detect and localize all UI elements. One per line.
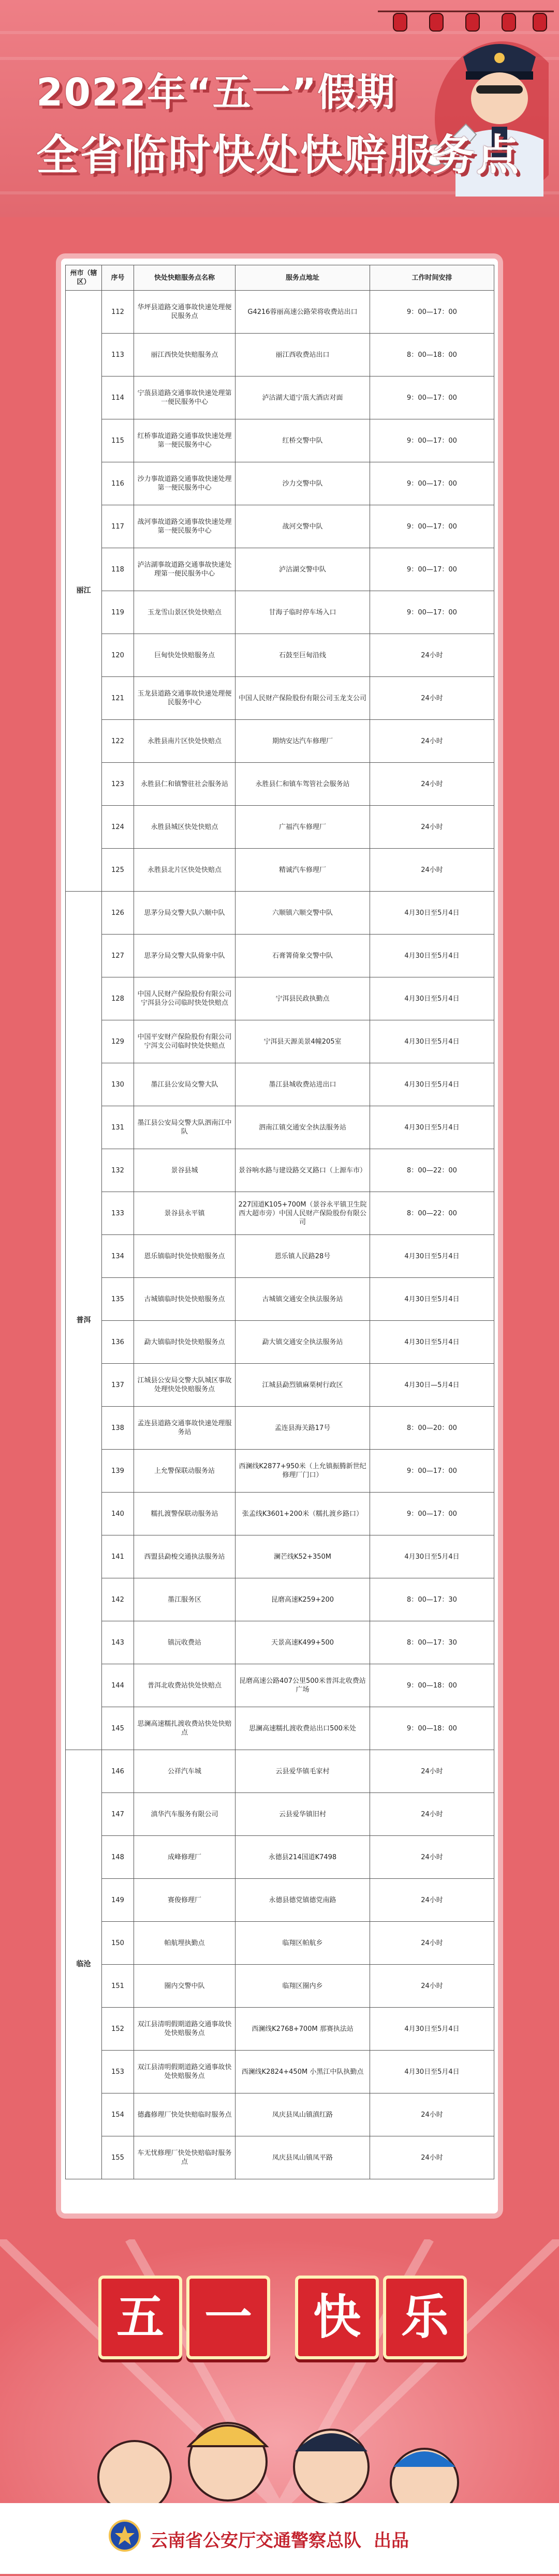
address-cell: 泸沽湖交警中队: [236, 548, 370, 591]
table-row: [66, 1493, 494, 1535]
address-cell: 恩乐镇人民路28号: [236, 1235, 370, 1278]
name-cell: 滇华汽车服务有限公司: [134, 1793, 236, 1836]
name-cell: 永胜县南片区快处快赔点: [134, 720, 236, 763]
table-row: [66, 1235, 494, 1278]
address-cell: 六顺镇六顺交警中队: [236, 892, 370, 935]
hours-cell: 4月30日至5月4日: [370, 1535, 494, 1578]
table-row: [66, 1321, 494, 1364]
table-row: [66, 1106, 494, 1149]
address-cell: 期纳安达汽车修理厂: [236, 720, 370, 763]
index-cell: 130: [102, 1063, 134, 1106]
credit-line: [150, 2526, 409, 2552]
table-row: [66, 1450, 494, 1493]
table-row: [66, 1879, 494, 1922]
address-cell: 江城县勐烈镇麻栗树行政区: [236, 1364, 370, 1407]
table-row: [66, 1836, 494, 1879]
hours-cell: 4月30日至5月4日: [370, 1278, 494, 1321]
table-row: [66, 1278, 494, 1321]
name-cell: 战河事故道路交通事故快速处理第一便民服务中心: [134, 505, 236, 548]
hours-cell: 4月30日至5月4日: [370, 1020, 494, 1063]
index-cell: 126: [102, 892, 134, 935]
name-cell: 公祥汽车城: [134, 1750, 236, 1793]
hours-cell: 24小时: [370, 849, 494, 892]
index-cell: 125: [102, 849, 134, 892]
index-cell: 112: [102, 291, 134, 334]
name-cell: 泸沽湖事故道路交通事故快速处理第一便民服务中心: [134, 548, 236, 591]
column-header-name: 快处快赔服务点名称: [134, 265, 236, 291]
hours-cell: 24小时: [370, 1793, 494, 1836]
address-cell: 227国道K105+700M（景谷永平镇卫生院西大超市旁）中国人民财产保险股份有限公司: [236, 1192, 370, 1235]
name-cell: 江城县公安局交警大队城区事故处理快处快赔服务点: [134, 1364, 236, 1407]
address-cell: 西澜线K2768+700M 那赛执法站: [236, 2008, 370, 2051]
address-cell: 昆磨高速K259+200: [236, 1578, 370, 1621]
table-row: [66, 2136, 494, 2179]
index-cell: 118: [102, 548, 134, 591]
hours-cell: 4月30日至5月4日: [370, 1235, 494, 1278]
index-cell: 151: [102, 1965, 134, 2008]
hours-cell: 24小时: [370, 1965, 494, 2008]
index-cell: 154: [102, 2093, 134, 2136]
table-row: [66, 1793, 494, 1836]
name-cell: 宁蒗县道路交通事故快速处理第一便民服务中心: [134, 376, 236, 419]
index-cell: 149: [102, 1879, 134, 1922]
hours-cell: 24小时: [370, 1750, 494, 1793]
hours-cell: 4月30日至5月4日: [370, 977, 494, 1020]
index-cell: 133: [102, 1192, 134, 1235]
address-cell: 宁洱县民政执勤点: [236, 977, 370, 1020]
index-cell: 132: [102, 1149, 134, 1192]
table-row: [66, 763, 494, 806]
table-row: [66, 505, 494, 548]
name-cell: 赛俊修理厂: [134, 1879, 236, 1922]
index-cell: 142: [102, 1578, 134, 1621]
name-cell: 德鑫修理厂快处快赔临时服务点: [134, 2093, 236, 2136]
index-cell: 136: [102, 1321, 134, 1364]
hours-cell: 24小时: [370, 634, 494, 677]
index-cell: 119: [102, 591, 134, 634]
index-cell: 120: [102, 634, 134, 677]
address-cell: 泸沽湖大道宁蒗大酒店对面: [236, 376, 370, 419]
index-cell: 124: [102, 806, 134, 849]
name-cell: 红桥事故道路交通事故快速处理第一便民服务中心: [134, 419, 236, 462]
table-row: [66, 376, 494, 419]
table-row: [66, 977, 494, 1020]
table-row: [66, 548, 494, 591]
hours-cell: 9：00—17：00: [370, 376, 494, 419]
table-body: [66, 291, 494, 2179]
hours-cell: 24小时: [370, 720, 494, 763]
table-row: [66, 591, 494, 634]
table-row: [66, 892, 494, 935]
index-cell: 147: [102, 1793, 134, 1836]
city-cell: 临沧: [66, 1750, 102, 2179]
index-cell: 127: [102, 935, 134, 977]
index-cell: 131: [102, 1106, 134, 1149]
hours-cell: 9：00—17：00: [370, 291, 494, 334]
table-row: [66, 1664, 494, 1707]
name-cell: 上允警保联动服务站: [134, 1450, 236, 1493]
name-cell: 车无忧修理厂快处快赔临时服务点: [134, 2136, 236, 2179]
credit-org: 云南省公安厅交通警察总队: [150, 2530, 361, 2551]
column-header-index: 序号: [102, 265, 134, 291]
index-cell: 148: [102, 1836, 134, 1879]
address-cell: 石膏箐倚象交警中队: [236, 935, 370, 977]
index-cell: 152: [102, 2008, 134, 2051]
table-row: [66, 1750, 494, 1793]
address-cell: 中国人民财产保险股份有限公司玉龙支公司: [236, 677, 370, 720]
hours-cell: 24小时: [370, 1836, 494, 1879]
address-cell: 墨江县城收费站进出口: [236, 1063, 370, 1106]
hours-cell: 9：00—17：00: [370, 548, 494, 591]
address-cell: 澜芒线K52+350M: [236, 1535, 370, 1578]
title-line-1: 2022年“五一”假期: [36, 70, 396, 115]
hours-cell: 24小时: [370, 1922, 494, 1965]
hours-cell: 4月30日—5月4日: [370, 1364, 494, 1407]
address-cell: 勐大镇交通安全执法服务站: [236, 1321, 370, 1364]
hours-cell: 4月30日至5月4日: [370, 935, 494, 977]
table-row: [66, 2008, 494, 2051]
table-row: [66, 806, 494, 849]
index-cell: 117: [102, 505, 134, 548]
name-cell: 圈内交警中队: [134, 1965, 236, 2008]
index-cell: 141: [102, 1535, 134, 1578]
hours-cell: 24小时: [370, 763, 494, 806]
index-cell: 135: [102, 1278, 134, 1321]
address-cell: 临翔区帕航乡: [236, 1922, 370, 1965]
address-cell: 永胜县仁和镇车驾管社会服务站: [236, 763, 370, 806]
table-row: [66, 1922, 494, 1965]
name-cell: 思澜高速糯扎渡收费站快处快赔点: [134, 1707, 236, 1750]
address-cell: 永德县214国道K7498: [236, 1836, 370, 1879]
address-cell: 精诚汽车修理厂: [236, 849, 370, 892]
hours-cell: 9：00—17：00: [370, 1493, 494, 1535]
table-row: [66, 291, 494, 334]
name-cell: 双江县清明假期道路交通事故快处快赔服务点: [134, 2051, 236, 2093]
index-cell: 134: [102, 1235, 134, 1278]
hours-cell: 8：00—22：00: [370, 1149, 494, 1192]
hours-cell: 8：00—22：00: [370, 1192, 494, 1235]
name-cell: 景谷县永平镇: [134, 1192, 236, 1235]
hours-cell: 9：00—17：00: [370, 419, 494, 462]
address-cell: G4216蓉丽高速公路荣将收费站出口: [236, 291, 370, 334]
table-row: [66, 1621, 494, 1664]
hours-cell: 8：00—18：00: [370, 334, 494, 376]
name-cell: 景谷县城: [134, 1149, 236, 1192]
hours-cell: 4月30日至5月4日: [370, 1063, 494, 1106]
name-cell: 中国平安财产保险股份有限公司宁洱支公司临时快处快赔点: [134, 1020, 236, 1063]
table-card: [61, 259, 498, 2213]
hours-cell: 8：00—17：30: [370, 1578, 494, 1621]
hours-cell: 9：00—18：00: [370, 1707, 494, 1750]
index-cell: 138: [102, 1407, 134, 1450]
name-cell: 墨江县公安局交警大队: [134, 1063, 236, 1106]
address-cell: 凤庆县凤山镇滇红路: [236, 2093, 370, 2136]
city-cell: 普洱: [66, 892, 102, 1750]
hours-cell: 9：00—17：00: [370, 505, 494, 548]
index-cell: 115: [102, 419, 134, 462]
hours-cell: 9：00—17：00: [370, 462, 494, 505]
index-cell: 137: [102, 1364, 134, 1407]
index-cell: 140: [102, 1493, 134, 1535]
address-cell: 宁洱县天源美景4幢205室: [236, 1020, 370, 1063]
hours-cell: 24小时: [370, 806, 494, 849]
index-cell: 153: [102, 2051, 134, 2093]
index-cell: 155: [102, 2136, 134, 2179]
table-row: [66, 2051, 494, 2093]
index-cell: 113: [102, 334, 134, 376]
table-row: [66, 1364, 494, 1407]
table-row: [66, 1063, 494, 1106]
table-row: [66, 720, 494, 763]
column-header-hours: 工作时间安排: [370, 265, 494, 291]
table-row: [66, 462, 494, 505]
name-cell: 普洱北收费站快处快赔点: [134, 1664, 236, 1707]
address-cell: 沙力交警中队: [236, 462, 370, 505]
hours-cell: 9：00—17：00: [370, 591, 494, 634]
name-cell: 永胜县北片区快处快赔点: [134, 849, 236, 892]
name-cell: 巨甸快处快赔服务点: [134, 634, 236, 677]
index-cell: 116: [102, 462, 134, 505]
index-cell: 122: [102, 720, 134, 763]
address-cell: 战河交警中队: [236, 505, 370, 548]
column-header-address: 服务点地址: [236, 265, 370, 291]
table-header-row: [66, 265, 494, 291]
hours-cell: 24小时: [370, 2093, 494, 2136]
index-cell: 128: [102, 977, 134, 1020]
table-row: [66, 1192, 494, 1235]
address-cell: 泗南江镇交通安全执法服务站: [236, 1106, 370, 1149]
address-cell: 永德县德党镇德党南路: [236, 1879, 370, 1922]
name-cell: 玉龙县道路交通事故快速处理便民服务中心: [134, 677, 236, 720]
address-cell: 昆磨高速公路407公里500米普洱北收费站广场: [236, 1664, 370, 1707]
name-cell: 恩乐镇临时快处快赔服务点: [134, 1235, 236, 1278]
table-row: [66, 849, 494, 892]
city-cell: 丽江: [66, 291, 102, 892]
table-row: [66, 1578, 494, 1621]
address-cell: 天景高速K499+500: [236, 1621, 370, 1664]
table-row: [66, 677, 494, 720]
name-cell: 华坪县道路交通事故快速处理便民服务点: [134, 291, 236, 334]
hours-cell: 9：00—18：00: [370, 1664, 494, 1707]
column-header-city: 州市（辖区）: [66, 265, 102, 291]
name-cell: 西盟县勐梭交通执法服务站: [134, 1535, 236, 1578]
hours-cell: 4月30日至5月4日: [370, 1106, 494, 1149]
address-cell: 古城镇交通安全执法服务站: [236, 1278, 370, 1321]
address-cell: 丽江西收费站出口: [236, 334, 370, 376]
address-cell: 云县爱华镇旧村: [236, 1793, 370, 1836]
index-cell: 114: [102, 376, 134, 419]
hours-cell: 4月30日至5月4日: [370, 2008, 494, 2051]
index-cell: 123: [102, 763, 134, 806]
name-cell: 墨江县公安局交警大队泗南江中队: [134, 1106, 236, 1149]
banner-char-4: 乐: [383, 2276, 467, 2359]
address-cell: 西澜线K2877+950米（上允镇振腾新世纪修理厂门口）: [236, 1450, 370, 1493]
address-cell: 张孟线K3601+200米（糯扎渡乡路口）: [236, 1493, 370, 1535]
index-cell: 129: [102, 1020, 134, 1063]
address-cell: 甘海子临时停车场入口: [236, 591, 370, 634]
table-row: [66, 1965, 494, 2008]
hours-cell: 8：00—17：30: [370, 1621, 494, 1664]
index-cell: 143: [102, 1621, 134, 1664]
index-cell: 146: [102, 1750, 134, 1793]
index-cell: 150: [102, 1922, 134, 1965]
table-row: [66, 1535, 494, 1578]
credit-suffix: 出品: [374, 2530, 409, 2551]
name-cell: 古城镇临时快处快赔服务点: [134, 1278, 236, 1321]
banner-char-1: 五: [98, 2276, 182, 2359]
name-cell: 中国人民财产保险股份有限公司宁洱县分公司临时快处快赔点: [134, 977, 236, 1020]
name-cell: 糯扎渡警保联动服务站: [134, 1493, 236, 1535]
banner-char-2: 一: [186, 2276, 270, 2359]
table-row: [66, 1020, 494, 1063]
service-point-table: [65, 265, 494, 2179]
address-cell: 凤庆县凤山镇凤平路: [236, 2136, 370, 2179]
name-cell: 镇沅收费站: [134, 1621, 236, 1664]
name-cell: 双江县清明假期道路交通事故快处快赔服务点: [134, 2008, 236, 2051]
hours-cell: 24小时: [370, 2136, 494, 2179]
name-cell: 思茅分局交警大队六顺中队: [134, 892, 236, 935]
name-cell: 沙力事故道路交通事故快速处理第一便民服务中心: [134, 462, 236, 505]
hours-cell: 4月30日至5月4日: [370, 2051, 494, 2093]
table-row: [66, 2093, 494, 2136]
table-row: [66, 419, 494, 462]
hours-cell: 8：00—20：00: [370, 1407, 494, 1450]
address-cell: 石鼓至巨甸沿线: [236, 634, 370, 677]
address-cell: 西澜线K2824+450M 小黑江中队执勤点: [236, 2051, 370, 2093]
name-cell: 勐大镇临时快处快赔服务点: [134, 1321, 236, 1364]
index-cell: 145: [102, 1707, 134, 1750]
name-cell: 孟连县道路交通事故快速处理服务站: [134, 1407, 236, 1450]
name-cell: 思茅分局交警大队倚象中队: [134, 935, 236, 977]
index-cell: 121: [102, 677, 134, 720]
hours-cell: 24小时: [370, 677, 494, 720]
hours-cell: 4月30日至5月4日: [370, 892, 494, 935]
name-cell: 丽江西快处快赔服务点: [134, 334, 236, 376]
title-line-2: 全省临时快处快赔服务点: [36, 131, 521, 180]
hours-cell: 4月30日至5月4日: [370, 1321, 494, 1364]
hours-cell: 9：00—17：00: [370, 1450, 494, 1493]
table-row: [66, 634, 494, 677]
banner-char-3: 快: [295, 2276, 379, 2359]
address-cell: 云县爱华镇毛家村: [236, 1750, 370, 1793]
address-cell: 思澜高速糯扎渡收费站出口500米处: [236, 1707, 370, 1750]
address-cell: 临翔区圈内乡: [236, 1965, 370, 2008]
hours-cell: 24小时: [370, 1879, 494, 1922]
police-emblem-icon: [109, 2520, 141, 2552]
table-row: [66, 1149, 494, 1192]
address-cell: 广福汽车修理厂: [236, 806, 370, 849]
table-row: [66, 1407, 494, 1450]
name-cell: 玉龙雪山景区快处快赔点: [134, 591, 236, 634]
table-row: [66, 334, 494, 376]
name-cell: 帕航埋执勤点: [134, 1922, 236, 1965]
index-cell: 144: [102, 1664, 134, 1707]
header-banner: [0, 0, 559, 217]
table-row: [66, 1707, 494, 1750]
address-cell: 孟连县海关路17号: [236, 1407, 370, 1450]
name-cell: 成峰修理厂: [134, 1836, 236, 1879]
index-cell: 139: [102, 1450, 134, 1493]
name-cell: 永胜县仁和镇警驻社会服务站: [134, 763, 236, 806]
table-row: [66, 935, 494, 977]
address-cell: 景谷响水路与建设路交叉路口（上源车市）: [236, 1149, 370, 1192]
name-cell: 永胜县城区快处快赔点: [134, 806, 236, 849]
name-cell: 墨江服务区: [134, 1578, 236, 1621]
address-cell: 红桥交警中队: [236, 419, 370, 462]
